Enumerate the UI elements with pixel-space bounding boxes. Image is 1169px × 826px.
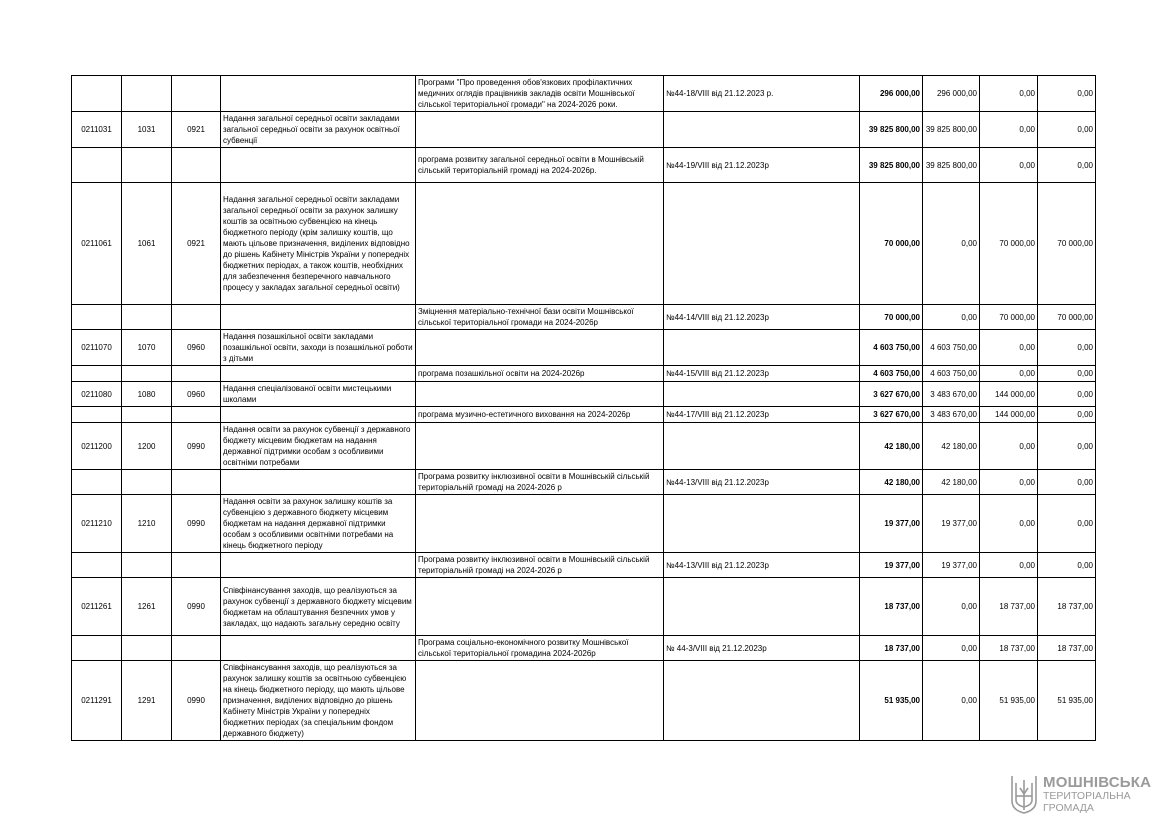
total-amount-cell: 3 627 670,00 [860,407,923,423]
special-fund-cell: 0,00 [980,366,1038,382]
development-budget-cell: 0,00 [1038,382,1096,407]
development-budget-cell: 70 000,00 [1038,183,1096,305]
total-amount-cell: 70 000,00 [860,183,923,305]
local-program-cell [416,423,664,470]
table-row [72,661,1096,741]
council-decision-cell [664,330,860,366]
development-budget-cell: 0,00 [1038,366,1096,382]
program-name-cell: Надання освіти за рахунок субвенції з державного бюджету місцевим бюджетам на надання державної підтримки особам з особливими освітніми потребами [221,423,416,470]
table-row [72,470,1096,495]
council-decision-cell [664,578,860,636]
table-row [72,407,1096,423]
local-program-cell: Програма розвитку інклюзивної освіти в Мошнівській сільській територіальній громаді на 2024-2026 р [416,470,664,495]
logo-subtitle-1: ТЕРИТОРІАЛЬНА [1043,790,1131,802]
program-name-cell [221,148,416,183]
community-logo [1010,774,1150,816]
total-amount-cell: 51 935,00 [860,661,923,741]
logo-title: МОШНІВСЬКА [1043,774,1152,791]
local-program-cell: Програма соціально-економічного розвитку Мошнівської сільської територіальної громадина 2024-2026р [416,636,664,661]
local-program-cell: програма музично-естетичного виховання на 2024-2026р [416,407,664,423]
program-name-cell: Надання спеціалізованої освіти мистецькими школами [221,382,416,407]
total-amount-cell: 4 603 750,00 [860,330,923,366]
development-budget-cell: 51 935,00 [1038,661,1096,741]
council-decision-cell [664,183,860,305]
special-fund-cell: 0,00 [980,76,1038,112]
total-amount-cell: 42 180,00 [860,423,923,470]
kfkv-code-cell [172,76,221,112]
budget-code-cell: 0211080 [72,382,122,407]
function-code-cell: 1200 [122,423,172,470]
function-code-cell: 1291 [122,661,172,741]
kfkv-code-cell: 0921 [172,112,221,148]
budget-code-cell [72,470,122,495]
function-code-cell [122,366,172,382]
function-code-cell: 1070 [122,330,172,366]
development-budget-cell: 0,00 [1038,148,1096,183]
table-row [72,495,1096,553]
total-amount-cell: 18 737,00 [860,578,923,636]
total-amount-cell: 4 603 750,00 [860,366,923,382]
general-fund-cell: 42 180,00 [923,423,980,470]
local-program-cell [416,382,664,407]
council-decision-cell [664,661,860,741]
kfkv-code-cell: 0990 [172,495,221,553]
budget-code-cell: 0211070 [72,330,122,366]
council-decision-cell [664,382,860,407]
development-budget-cell: 0,00 [1038,553,1096,578]
kfkv-code-cell: 0921 [172,183,221,305]
special-fund-cell: 0,00 [980,470,1038,495]
program-name-cell [221,470,416,495]
general-fund-cell: 0,00 [923,661,980,741]
table-row [72,636,1096,661]
general-fund-cell: 0,00 [923,183,980,305]
budget-code-cell: 0211261 [72,578,122,636]
table-row [72,382,1096,407]
budget-table [71,75,1096,741]
local-program-cell [416,578,664,636]
kfkv-code-cell [172,636,221,661]
table-row [72,148,1096,183]
kfkv-code-cell: 0960 [172,382,221,407]
general-fund-cell: 39 825 800,00 [923,112,980,148]
function-code-cell [122,553,172,578]
development-budget-cell: 0,00 [1038,330,1096,366]
local-program-cell [416,112,664,148]
budget-code-cell: 0211200 [72,423,122,470]
logo-text [1043,775,1151,814]
program-name-cell [221,407,416,423]
council-decision-cell: №44-14/VIII від 21.12.2023р [664,305,860,330]
special-fund-cell: 0,00 [980,553,1038,578]
general-fund-cell: 19 377,00 [923,553,980,578]
function-code-cell: 1210 [122,495,172,553]
total-amount-cell: 42 180,00 [860,470,923,495]
general-fund-cell: 4 603 750,00 [923,366,980,382]
development-budget-cell: 0,00 [1038,112,1096,148]
kfkv-code-cell: 0990 [172,661,221,741]
budget-code-cell: 0211061 [72,183,122,305]
local-program-cell [416,661,664,741]
budget-code-cell [72,636,122,661]
total-amount-cell: 39 825 800,00 [860,112,923,148]
budget-code-cell [72,553,122,578]
function-code-cell: 1061 [122,183,172,305]
budget-code-cell [72,305,122,330]
development-budget-cell: 0,00 [1038,407,1096,423]
general-fund-cell: 19 377,00 [923,495,980,553]
total-amount-cell: 18 737,00 [860,636,923,661]
general-fund-cell: 0,00 [923,305,980,330]
budget-code-cell: 0211291 [72,661,122,741]
table-row [72,330,1096,366]
special-fund-cell: 0,00 [980,495,1038,553]
special-fund-cell: 0,00 [980,148,1038,183]
program-name-cell [221,76,416,112]
program-name-cell: Співфінансування заходів, що реалізуються за рахунок субвенції з державного бюджету місцевим бюджетам на облаштування безпечних умов у закладах, що надають загальну середню освіту [221,578,416,636]
budget-code-cell [72,76,122,112]
total-amount-cell: 19 377,00 [860,553,923,578]
program-name-cell [221,636,416,661]
total-amount-cell: 3 627 670,00 [860,382,923,407]
budget-code-cell: 0211210 [72,495,122,553]
local-program-cell: Програма розвитку інклюзивної освіти в Мошнівській сільській територіальній громаді на 2024-2026 р [416,553,664,578]
council-decision-cell: №44-17/VIII від 21.12.2023р [664,407,860,423]
function-code-cell: 1261 [122,578,172,636]
function-code-cell: 1080 [122,382,172,407]
function-code-cell [122,148,172,183]
kfkv-code-cell: 0960 [172,330,221,366]
special-fund-cell: 0,00 [980,423,1038,470]
program-name-cell: Надання позашкільної освіти закладами позашкільної освіти, заходи із позашкільної роботи з дітьми [221,330,416,366]
council-decision-cell: №44-15/VIII від 21.12.2023р [664,366,860,382]
kfkv-code-cell [172,553,221,578]
program-name-cell [221,553,416,578]
council-decision-cell [664,495,860,553]
general-fund-cell: 296 000,00 [923,76,980,112]
local-program-cell [416,330,664,366]
kfkv-code-cell [172,305,221,330]
budget-code-cell [72,407,122,423]
special-fund-cell: 0,00 [980,112,1038,148]
table-row [72,76,1096,112]
kfkv-code-cell [172,470,221,495]
council-decision-cell: №44-13/VIII від 21.12.2023р [664,553,860,578]
table-row [72,183,1096,305]
table-row [72,112,1096,148]
total-amount-cell: 70 000,00 [860,305,923,330]
kfkv-code-cell [172,148,221,183]
program-name-cell: Надання загальної середньої освіти закладами загальної середньої освіти за рахунок залишку коштів за освітньою субвенцією на кінець бюджетного періоду (крім залишку коштів, що мають цільове призначення, виділених відповідно до рішень Кабінету Міністрів України у попередніх бюджетних періодах, а також коштів, необхідних для забезпечення безперечного навчального процесу у закладах загальної середньої освіти) [221,183,416,305]
program-name-cell: Надання загальної середньої освіти закладами загальної середньої освіти за рахунок освітньої субвенції [221,112,416,148]
council-decision-cell [664,423,860,470]
kfkv-code-cell [172,366,221,382]
special-fund-cell: 51 935,00 [980,661,1038,741]
council-decision-cell [664,112,860,148]
general-fund-cell: 42 180,00 [923,470,980,495]
general-fund-cell: 0,00 [923,636,980,661]
special-fund-cell: 0,00 [980,330,1038,366]
development-budget-cell: 18 737,00 [1038,636,1096,661]
local-program-cell [416,183,664,305]
special-fund-cell: 144 000,00 [980,382,1038,407]
budget-code-cell [72,366,122,382]
special-fund-cell: 70 000,00 [980,305,1038,330]
development-budget-cell: 0,00 [1038,495,1096,553]
special-fund-cell: 144 000,00 [980,407,1038,423]
function-code-cell [122,636,172,661]
function-code-cell [122,470,172,495]
function-code-cell [122,305,172,330]
general-fund-cell: 3 483 670,00 [923,407,980,423]
table-row [72,423,1096,470]
council-decision-cell: №44-13/VIII від 21.12.2023р [664,470,860,495]
budget-code-cell [72,148,122,183]
total-amount-cell: 39 825 800,00 [860,148,923,183]
local-program-cell [416,495,664,553]
table-row [72,305,1096,330]
kfkv-code-cell: 0990 [172,423,221,470]
table-row [72,578,1096,636]
local-program-cell: Зміцнення матеріально-технічної бази освіти Мошнівської сільської територіальної громади на 2024-2026р [416,305,664,330]
special-fund-cell: 70 000,00 [980,183,1038,305]
program-name-cell [221,366,416,382]
total-amount-cell: 19 377,00 [860,495,923,553]
general-fund-cell: 0,00 [923,578,980,636]
kfkv-code-cell: 0990 [172,578,221,636]
local-program-cell: програма розвитку загальної середньої освіти в Мошнівській сільській територіальній громаді на 2024-2026р. [416,148,664,183]
program-name-cell [221,305,416,330]
general-fund-cell: 4 603 750,00 [923,330,980,366]
program-name-cell: Співфінансування заходів, що реалізуються за рахунок залишку коштів за освітньою субвенцією на кінець бюджетного періоду, що мають цільове призначення, виділених відповідно до рішень Кабінету Міністрів України у попередніх бюджетних періодах (за спеціальним фондом державного бюджету) [221,661,416,741]
special-fund-cell: 18 737,00 [980,578,1038,636]
local-program-cell: програма позашкільної освіти на 2024-2026р [416,366,664,382]
kfkv-code-cell [172,407,221,423]
general-fund-cell: 39 825 800,00 [923,148,980,183]
function-code-cell [122,76,172,112]
general-fund-cell: 3 483 670,00 [923,382,980,407]
council-decision-cell: №44-18/VIII від 21.12.2023 р. [664,76,860,112]
development-budget-cell: 0,00 [1038,423,1096,470]
council-decision-cell: № 44-3/VIII від 21.12.2023р [664,636,860,661]
table-row [72,553,1096,578]
table-row [72,366,1096,382]
special-fund-cell: 18 737,00 [980,636,1038,661]
council-decision-cell: №44-19/VIII від 21.12.2023р [664,148,860,183]
program-name-cell: Надання освіти за рахунок залишку коштів за субвенцією з державного бюджету місцевим бюджетам на надання державної підтримки особам з особливими освітніми потребами на кінець бюджетного періоду [221,495,416,553]
logo-subtitle-2: ГРОМАДА [1043,802,1094,814]
development-budget-cell: 0,00 [1038,470,1096,495]
function-code-cell: 1031 [122,112,172,148]
total-amount-cell: 296 000,00 [860,76,923,112]
budget-code-cell: 0211031 [72,112,122,148]
development-budget-cell: 18 737,00 [1038,578,1096,636]
trident-icon [1010,774,1038,814]
function-code-cell [122,407,172,423]
development-budget-cell: 0,00 [1038,76,1096,112]
development-budget-cell: 70 000,00 [1038,305,1096,330]
local-program-cell: Програми "Про проведення обов'язкових профілактичних медичних оглядів працівників закладів освіти Мошнівської сільської територіальної громади" на 2024-2026 роки. [416,76,664,112]
